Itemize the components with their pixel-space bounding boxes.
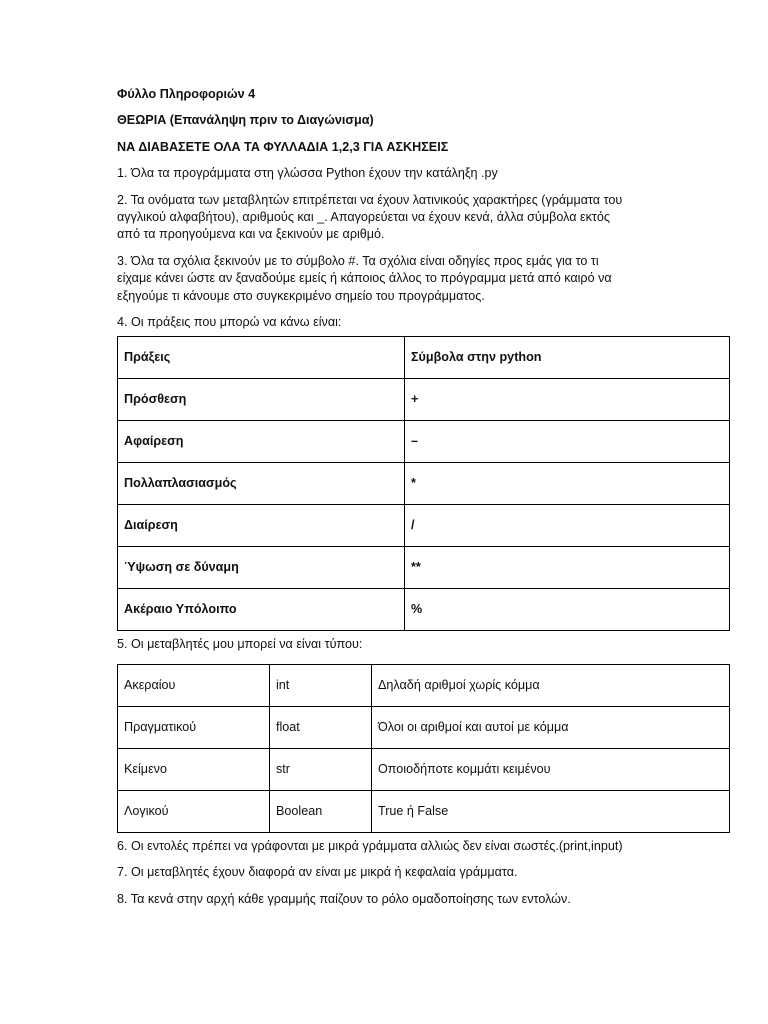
- paragraph-item-8: 8. Τα κενά στην αρχή κάθε γραμμής παίζουν το ρόλο ομαδοποίησης των εντολών.: [117, 891, 571, 906]
- table-cell: Αφαίρεση: [118, 421, 405, 463]
- table-cell: Πρόσθεση: [118, 379, 405, 421]
- table-cell: Ύψωση σε δύναμη: [118, 547, 405, 589]
- document-subtitle: ΘΕΩΡΙΑ (Επανάληψη πριν το Διαγώνισμα): [117, 113, 374, 128]
- table-cell: int: [270, 664, 372, 706]
- table-cell: float: [270, 706, 372, 748]
- paragraph-line: 2. Τα ονόματα των μεταβλητών επιτρέπεται να έχουν λατινικούς χαρακτήρες (γράμματα του: [117, 192, 623, 207]
- table-cell: +: [405, 379, 730, 421]
- paragraph-item-3: [117, 253, 729, 305]
- table-cell: Πολλαπλασιασμός: [118, 463, 405, 505]
- document-body: [117, 86, 729, 917]
- table-header-row: [118, 337, 730, 379]
- paragraph-item-1: 1. Όλα τα προγράμματα στη γλώσσα Python έχουν την κατάληξη .py: [117, 166, 498, 181]
- table-cell: Δηλαδή αριθμοί χωρίς κόμμα: [372, 664, 730, 706]
- table-header-cell: Πράξεις: [118, 337, 405, 379]
- variable-types-table: [117, 664, 730, 833]
- paragraph-line: αγγλικού αλφαβήτου), αριθμούς και _. Απαγορεύεται να έχουν κενά, άλλα σύμβολα εκτός: [117, 210, 610, 225]
- table-cell: Διαίρεση: [118, 505, 405, 547]
- table-cell: str: [270, 748, 372, 790]
- table-cell: Όλοι οι αριθμοί και αυτοί με κόμμα: [372, 706, 730, 748]
- table-cell: Ακεραίου: [118, 664, 270, 706]
- table-cell: %: [405, 589, 730, 631]
- document-title: Φύλλο Πληροφοριών 4: [117, 87, 256, 101]
- paragraph-item-6: 6. Οι εντολές πρέπει να γράφονται με μικρά γράμματα αλλιώς δεν είναι σωστές.(print,input): [117, 838, 623, 853]
- operations-table: [117, 336, 730, 631]
- paragraph-line: εξηγούμε τι κάνουμε στο συγκεκριμένο σημείο του προγράμματος.: [117, 288, 485, 303]
- paragraph-item-2: [117, 192, 729, 244]
- paragraph-item-7: 7. Οι μεταβλητές έχουν διαφορά αν είναι με μικρά ή κεφαλαία γράμματα.: [117, 865, 518, 880]
- table-cell: **: [405, 547, 730, 589]
- table-row: [118, 505, 730, 547]
- table-row: [118, 379, 730, 421]
- table-row: [118, 748, 730, 790]
- table-cell: Οποιοδήποτε κομμάτι κειμένου: [372, 748, 730, 790]
- table-row: [118, 706, 730, 748]
- paragraph-line: 3. Όλα τα σχόλια ξεκινούν με το σύμβολο #. Τα σχόλια είναι οδηγίες προς εμάς για το τι: [117, 253, 599, 268]
- table-row: [118, 421, 730, 463]
- table-cell: True ή False: [372, 790, 730, 832]
- table-cell: Λογικού: [118, 790, 270, 832]
- table-row: [118, 463, 730, 505]
- table-cell: /: [405, 505, 730, 547]
- table-cell: Πραγματικού: [118, 706, 270, 748]
- paragraph-item-4: 4. Οι πράξεις που μπορώ να κάνω είναι:: [117, 315, 342, 330]
- table-row: [118, 547, 730, 589]
- table-cell: Ακέραιο Υπόλοιπο: [118, 589, 405, 631]
- table-row: [118, 664, 730, 706]
- table-row: [118, 589, 730, 631]
- document-instruction: ΝΑ ΔΙΑΒΑΣΕΤΕ ΟΛΑ ΤΑ ΦΥΛΛΑΔΙΑ 1,2,3 ΓΙΑ ΑΣΚΗΣΕΙΣ: [117, 139, 449, 154]
- table-cell: *: [405, 463, 730, 505]
- paragraph-item-5: 5. Οι μεταβλητές μου μπορεί να είναι τύπου:: [117, 637, 363, 652]
- table-row: [118, 790, 730, 832]
- table-cell: Κείμενο: [118, 748, 270, 790]
- table-cell: Boolean: [270, 790, 372, 832]
- paragraph-line: είχαμε κάνει ώστε αν ξαναδούμε εμείς ή κάποιος άλλος το πρόγραμμα μετά από καιρό να: [117, 271, 612, 286]
- paragraph-line: από τα προηγούμενα και να ξεκινούν με αριθμό.: [117, 227, 385, 242]
- table-cell: –: [405, 421, 730, 463]
- table-header-cell: Σύμβολα στην python: [405, 337, 730, 379]
